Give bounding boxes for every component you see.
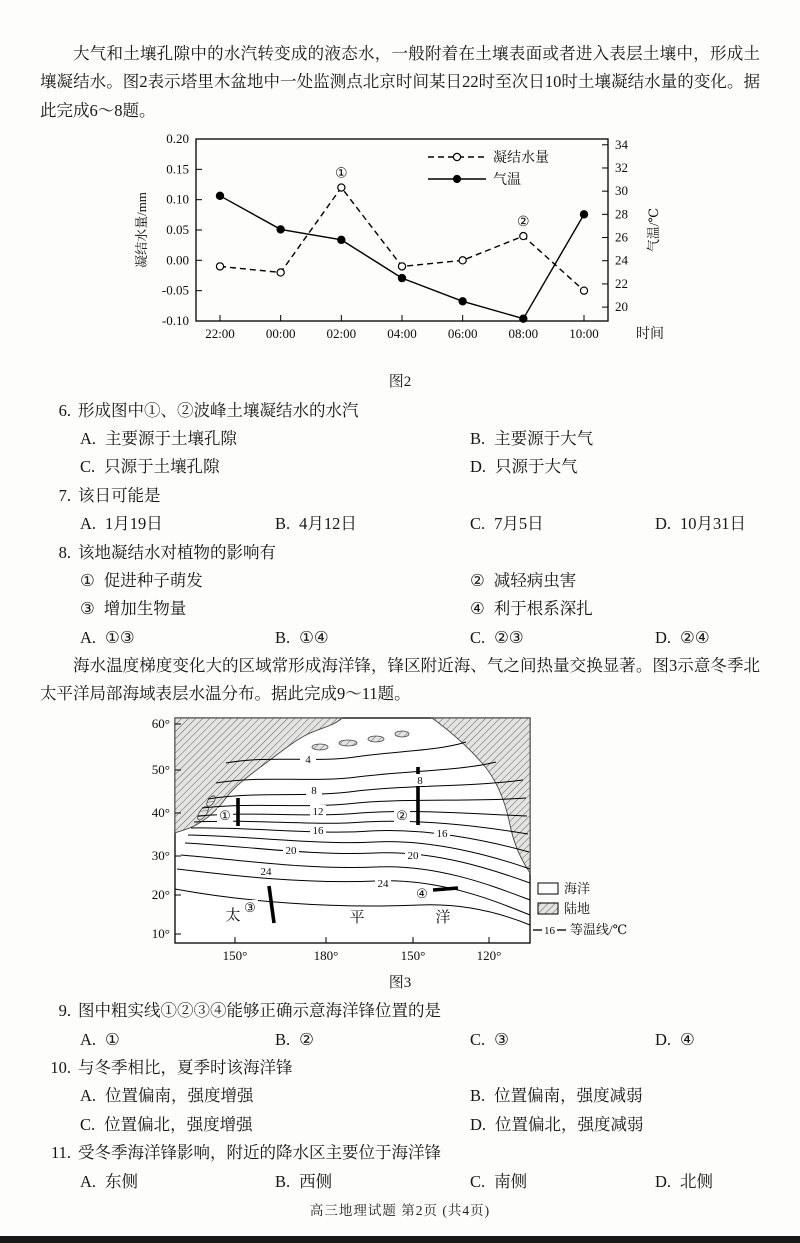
option-text: ②③ — [494, 627, 524, 647]
question-stem-text: 形成图中①、②波峰土壤凝结水的水汽 — [78, 400, 359, 420]
option-text: 位置偏南，强度减弱 — [494, 1086, 643, 1106]
question-9-option-1 — [80, 1026, 275, 1054]
series-point-凝结水量 — [519, 233, 526, 240]
question-8-option-4 — [655, 624, 760, 652]
figure2-line-chart — [128, 129, 673, 367]
option-text: 只源于土壤孔隙 — [104, 457, 220, 477]
lon-label: 180° — [313, 947, 339, 963]
question-6 — [40, 397, 760, 482]
legend-isotherm-label: 等温线/℃ — [570, 921, 628, 937]
question-10-option-3 — [80, 1111, 470, 1139]
yaxis-label-left: 凝结水量/mm — [133, 192, 149, 269]
lat-label: 20° — [151, 886, 170, 902]
legend-label-condensation: 凝结水量 — [492, 151, 549, 167]
ytick-right-label: 22 — [614, 276, 628, 292]
scan-edge-artifact — [0, 1236, 800, 1243]
option-label: A. — [80, 1171, 97, 1191]
isotherm-label: 24 — [260, 865, 272, 878]
lon-label: 150° — [222, 947, 248, 963]
option-label: B. — [275, 1171, 291, 1191]
front-marker-label: ④ — [416, 885, 428, 901]
question-7-option-row — [80, 510, 760, 538]
option-label: D. — [655, 627, 672, 647]
peak-annotation: ② — [516, 215, 530, 231]
isotherm-label: 20 — [407, 849, 419, 862]
figure-2 — [128, 129, 673, 393]
option-text: 东侧 — [105, 1171, 139, 1191]
option-text: 主要源于土壤孔隙 — [105, 429, 238, 448]
question-11-option-3 — [470, 1168, 655, 1196]
front-line-4 — [433, 888, 458, 890]
series-point-气温 — [337, 236, 344, 243]
option-text: ④ — [680, 1029, 695, 1049]
question-6-option-1 — [80, 425, 470, 453]
question-stem-text: 与冬季相比，夏季时该海洋锋 — [78, 1058, 293, 1077]
isotherm-label: 16 — [312, 824, 324, 837]
option-label: ④ — [470, 599, 485, 619]
lon-label: 150° — [400, 947, 426, 963]
question-10-option-2 — [470, 1082, 760, 1110]
xtick-label: 10:00 — [568, 326, 599, 342]
ytick-left-label: 0.20 — [165, 131, 189, 147]
lat-label: 30° — [151, 847, 170, 863]
chart-frame — [196, 139, 608, 321]
isotherm-label: 12 — [312, 805, 324, 818]
ocean-name-char: 洋 — [435, 909, 451, 926]
option-label: ① — [80, 570, 95, 590]
front-marker-label: ③ — [244, 899, 256, 915]
lat-label: 50° — [151, 761, 170, 777]
option-text: 北侧 — [680, 1171, 714, 1191]
option-label: D. — [655, 1029, 672, 1049]
option-text: 位置偏北，强度增强 — [104, 1114, 253, 1134]
isotherm-label: 24 — [377, 877, 389, 890]
lon-label: 120° — [476, 947, 502, 963]
option-text: 南侧 — [494, 1171, 528, 1191]
question-10-option-1 — [80, 1082, 470, 1110]
question-8-subitem-3 — [80, 595, 470, 623]
ytick-left-label: 0.15 — [165, 161, 189, 177]
option-text: 1月19日 — [105, 514, 163, 534]
lat-label: 40° — [151, 804, 170, 820]
legend-label-temperature: 气温 — [492, 173, 521, 189]
ytick-left-label: 0.10 — [165, 191, 189, 207]
legend-ocean-swatch — [538, 883, 558, 894]
question-8-option-3 — [470, 624, 655, 652]
question-stem-text: 受冬季海洋锋影响，附近的降水区主要位于海洋锋 — [78, 1143, 441, 1163]
option-label: B. — [470, 429, 486, 448]
isotherm-label: 8 — [311, 784, 317, 797]
isotherm-label: 16 — [436, 827, 448, 840]
ocean-name-char: 太 — [225, 907, 241, 924]
series-point-凝结水量 — [337, 184, 344, 191]
ytick-left-label: 0.05 — [165, 222, 189, 238]
xaxis-label: 时间 — [635, 327, 664, 343]
passage-soil-condensation: 大气和土壤孔隙中的水汽转变成的液态水，一般附着在土壤表面或者进入表层土壤中，形成土壤凝结水。图2表示塔里木盆地中一处监测点北京时间某日22时至次日10时土壤凝结水量的变化。据此完成6～8题。 — [40, 44, 760, 120]
xtick-label: 04:00 — [386, 326, 417, 342]
figure3-caption: 图3 — [388, 974, 412, 991]
question-6-option-2 — [470, 425, 760, 453]
question-10-option-4 — [470, 1111, 760, 1139]
xtick-label: 08:00 — [508, 326, 538, 342]
xtick-label: 00:00 — [265, 326, 295, 342]
ytick-right-label: 24 — [614, 252, 628, 268]
question-7-option-1 — [80, 510, 275, 538]
ytick-left-label: 0.00 — [165, 252, 189, 268]
ytick-right-label: 20 — [614, 299, 628, 315]
option-label: C. — [80, 1114, 96, 1134]
page-footer: 高三地理试题 第2页 (共4页) — [309, 1203, 491, 1218]
ytick-right-label: 34 — [614, 136, 628, 152]
option-label: C. — [470, 1029, 486, 1049]
question-9-option-row — [80, 1026, 760, 1054]
legend-ocean-label: 海洋 — [564, 880, 591, 896]
isotherm-label: 20 — [285, 844, 297, 857]
series-point-气温 — [216, 192, 223, 199]
isotherm-label: 8 — [417, 774, 423, 787]
question-11 — [40, 1139, 760, 1196]
question-stem-text: 该地凝结水对植物的影响有 — [78, 542, 276, 562]
question-8-option-2 — [275, 624, 470, 652]
question-11-option-2 — [275, 1168, 470, 1196]
legend-land-swatch — [538, 903, 558, 914]
question-8-stem — [40, 539, 760, 567]
series-point-气温 — [277, 226, 284, 233]
figure3-contour-map — [130, 713, 670, 968]
option-label: ③ — [80, 599, 95, 619]
question-11-stem — [40, 1139, 760, 1167]
option-text: ② — [299, 1029, 314, 1049]
option-label: A. — [80, 514, 97, 534]
option-label: B. — [275, 514, 291, 534]
option-label: A. — [80, 429, 97, 448]
question-7-option-3 — [470, 510, 655, 538]
option-label: ② — [470, 570, 485, 590]
question-11-option-4 — [655, 1168, 760, 1196]
ytick-left-label: -0.10 — [161, 313, 189, 329]
question-9 — [40, 997, 760, 1054]
question-stem-text: 该日可能是 — [78, 485, 161, 505]
series-point-凝结水量 — [580, 287, 587, 294]
question-7 — [40, 482, 760, 539]
question-number: 10. — [50, 1058, 71, 1077]
option-text: 位置偏南，强度增强 — [105, 1086, 254, 1106]
legend-isotherm-value: 16 — [544, 924, 555, 937]
option-text: 促进种子萌发 — [103, 570, 203, 590]
option-label: C. — [470, 627, 486, 647]
questions-9-11 — [40, 997, 760, 1196]
question-10-stem — [40, 1054, 760, 1082]
option-text: 7月5日 — [494, 514, 544, 534]
option-text: 位置偏北，强度减弱 — [495, 1114, 644, 1134]
option-label: A. — [80, 627, 97, 647]
question-7-option-2 — [275, 510, 470, 538]
question-7-option-4 — [655, 510, 760, 538]
option-text: 4月12日 — [299, 514, 357, 534]
question-8-subitem-1 — [80, 567, 470, 595]
figure2-caption: 图2 — [388, 374, 412, 391]
yaxis-label-right: 气温/℃ — [645, 208, 661, 253]
figure-3 — [130, 713, 670, 994]
question-7-stem — [40, 482, 760, 510]
option-label: B. — [275, 627, 291, 647]
option-text: ① — [105, 1029, 120, 1049]
series-point-凝结水量 — [216, 263, 223, 270]
isotherm-label: 4 — [305, 753, 311, 766]
lat-label: 60° — [151, 715, 170, 731]
question-8-subitem-2 — [470, 567, 760, 595]
question-8-option-1 — [80, 624, 275, 652]
option-text: ②④ — [680, 627, 710, 647]
question-number: 8. — [58, 542, 71, 562]
question-6-option-4 — [470, 453, 760, 481]
option-label: C. — [470, 514, 486, 534]
passage-ocean-front: 海水温度梯度变化大的区域常形成海洋锋，锋区附近海、气之间热量交换显著。图3示意冬季北太平洋局部海域表层水温分布。据此完成9～11题。 — [40, 656, 760, 704]
option-label: B. — [275, 1029, 291, 1049]
legend-land-label: 陆地 — [564, 900, 591, 916]
question-9-option-4 — [655, 1026, 760, 1054]
series-point-气温 — [519, 315, 526, 322]
question-6-stem — [40, 397, 760, 425]
question-8 — [40, 539, 760, 653]
option-label: A. — [80, 1086, 97, 1106]
option-text: 10月31日 — [680, 514, 747, 534]
series-point-气温 — [398, 275, 405, 282]
series-point-凝结水量 — [459, 257, 466, 264]
option-text: 主要源于大气 — [494, 429, 594, 448]
option-text: ③ — [494, 1029, 509, 1049]
question-9-stem — [40, 997, 760, 1025]
ytick-left-label: -0.05 — [161, 282, 189, 298]
option-label: D. — [470, 1114, 487, 1134]
question-10 — [40, 1054, 760, 1139]
question-9-option-3 — [470, 1026, 655, 1054]
question-11-option-row — [80, 1168, 760, 1196]
question-number: 7. — [58, 485, 71, 505]
series-point-气温 — [459, 298, 466, 305]
ytick-right-label: 28 — [614, 206, 628, 222]
question-number: 6. — [58, 400, 71, 420]
option-label: D. — [470, 457, 487, 477]
option-text: 增加生物量 — [103, 599, 187, 619]
xtick-label: 06:00 — [447, 326, 477, 342]
option-text: 利于根系深扎 — [493, 599, 593, 619]
option-text: ①④ — [299, 627, 329, 647]
option-text: ①③ — [105, 627, 135, 647]
question-10-option-row — [80, 1082, 760, 1139]
option-text: 只源于大气 — [495, 457, 578, 477]
question-8-subitem-4 — [470, 595, 760, 623]
series-point-气温 — [580, 211, 587, 218]
ocean-name-char: 平 — [349, 909, 365, 926]
option-text: 减轻病虫害 — [493, 570, 577, 590]
option-text: 西侧 — [299, 1171, 333, 1191]
option-label: A. — [80, 1029, 97, 1049]
option-label: D. — [655, 514, 672, 534]
question-11-option-1 — [80, 1168, 275, 1196]
question-9-option-2 — [275, 1026, 470, 1054]
option-label: C. — [80, 457, 96, 477]
xtick-label: 02:00 — [326, 326, 356, 342]
front-marker-label: ① — [219, 807, 231, 823]
ytick-right-label: 26 — [614, 229, 628, 245]
peak-annotation: ① — [334, 166, 348, 182]
question-8-subitem-row — [80, 567, 760, 624]
option-label: B. — [470, 1086, 486, 1106]
series-point-凝结水量 — [398, 263, 405, 270]
question-number: 11. — [50, 1143, 71, 1163]
option-label: D. — [655, 1171, 672, 1191]
option-label: C. — [470, 1171, 486, 1191]
ytick-right-label: 30 — [614, 183, 628, 199]
ytick-right-label: 32 — [614, 160, 628, 176]
legend-open-circle-marker — [453, 154, 460, 161]
question-8-option-row — [80, 624, 760, 652]
questions-6-8 — [40, 397, 760, 652]
lat-label: 10° — [151, 925, 170, 941]
question-stem-text: 图中粗实线①②③④能够正确示意海洋锋位置的是 — [78, 1001, 441, 1021]
front-marker-label: ② — [396, 807, 408, 823]
question-6-option-row — [80, 425, 760, 482]
question-number: 9. — [58, 1001, 71, 1021]
legend-filled-circle-marker — [453, 176, 460, 183]
xtick-label: 22:00 — [204, 326, 235, 342]
question-6-option-3 — [80, 453, 470, 481]
series-point-凝结水量 — [277, 269, 284, 276]
